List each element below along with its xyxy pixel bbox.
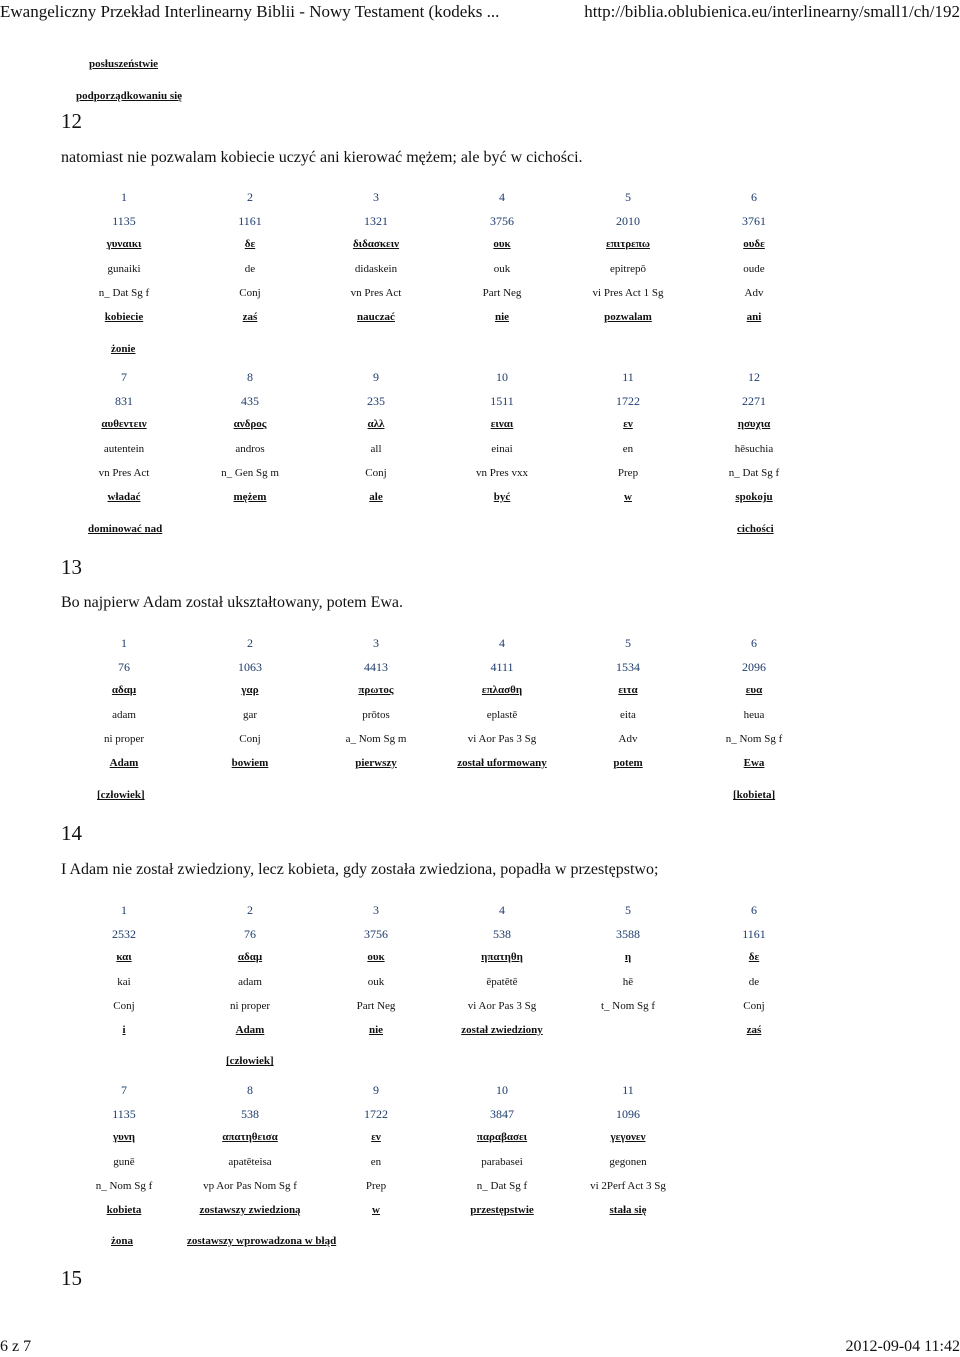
strong-number: 1534 (616, 660, 640, 675)
greek-word[interactable]: εν (623, 418, 633, 431)
word-position: 2 (247, 636, 253, 650)
polish-translation[interactable]: zaś (746, 1024, 762, 1036)
morphology: t_ Nom Sg f (600, 999, 656, 1012)
greek-word[interactable]: εν (371, 1131, 381, 1144)
strong-number: 76 (244, 927, 256, 942)
strong-number: 235 (367, 394, 385, 409)
extra-translation: zostawszy wprowadzona w błąd (187, 1235, 337, 1247)
word-position: 1 (121, 636, 127, 650)
morphology: Conj (365, 466, 387, 479)
transliteration: ouk (367, 975, 385, 988)
transliteration: en (622, 442, 634, 455)
strong-number: 2271 (742, 394, 766, 409)
verse-number: 13 (61, 555, 82, 579)
extra-translation: żona (111, 1235, 133, 1247)
page-title: Ewangeliczny Przekład Interlinearny Biblii - Nowy Testament (kodeks ... (0, 2, 500, 21)
word-position: 4 (499, 903, 505, 917)
word-position: 5 (625, 190, 631, 204)
greek-word[interactable]: επιτρεπω (606, 238, 650, 251)
verse-text: natomiast nie pozwalam kobiecie uczyć ani kierować mężem; ale być w cichości. (61, 149, 583, 166)
morphology: n_ Nom Sg f (725, 732, 783, 745)
greek-word[interactable]: ουδε (743, 238, 765, 251)
greek-word[interactable]: δε (748, 951, 760, 964)
morphology: vn Pres Act (98, 466, 150, 479)
word-position: 10 (496, 370, 508, 384)
greek-word[interactable]: αδαμ (237, 951, 263, 964)
word-position: 6 (751, 636, 757, 650)
transliteration: didaskein (354, 262, 398, 275)
page-indicator: 6 z 7 (0, 1338, 32, 1355)
greek-word[interactable]: ηπατηθη (481, 951, 523, 964)
greek-word[interactable]: ανδρος (233, 418, 267, 431)
polish-translation[interactable]: Adam (235, 1024, 265, 1036)
verse-number: 15 (61, 1266, 82, 1290)
morphology: vi 2Perf Act 3 Sg (590, 1179, 666, 1192)
polish-translation[interactable]: zaś (242, 311, 258, 323)
morphology: n_ Gen Sg m (221, 466, 279, 479)
word-position: 4 (499, 190, 505, 204)
strong-number: 1135 (112, 1107, 136, 1122)
transliteration: eplastē (486, 708, 518, 721)
morphology: n_ Dat Sg f (476, 1179, 528, 1192)
page-url: http://biblia.oblubienica.eu/interlinearny/small1/ch/192 (584, 2, 960, 21)
word-position: 2 (247, 903, 253, 917)
verse-number: 14 (61, 821, 82, 845)
word-position: 8 (247, 370, 253, 384)
polish-translation[interactable]: mężem (233, 491, 267, 503)
strong-number: 2532 (112, 927, 136, 942)
greek-word[interactable]: αδαμ (111, 684, 137, 697)
greek-word[interactable]: ευα (745, 684, 763, 697)
polish-translation[interactable]: kobiecie (104, 311, 144, 323)
greek-word[interactable]: πρωτος (358, 684, 394, 697)
strong-number: 1722 (616, 394, 640, 409)
word-position: 2 (247, 190, 253, 204)
strong-number: 4111 (490, 660, 514, 675)
extra-translation: dominować nad (88, 523, 163, 535)
transliteration: kai (117, 975, 131, 988)
strong-number: 1096 (616, 1107, 640, 1122)
transliteration: epitrepō (609, 262, 647, 275)
word-position: 1 (121, 903, 127, 917)
polish-translation[interactable]: w (372, 1204, 380, 1216)
greek-word[interactable]: απατηθεισα (222, 1131, 278, 1144)
polish-translation[interactable]: i (122, 1024, 126, 1036)
morphology: n_ Dat Sg f (728, 466, 780, 479)
word-position: 9 (373, 1083, 379, 1097)
word-position: 1 (121, 190, 127, 204)
word-position: 12 (748, 370, 760, 384)
strong-number: 3756 (364, 927, 388, 942)
word-position: 6 (751, 903, 757, 917)
greek-word[interactable]: γυναικι (106, 238, 142, 251)
morphology: Prep (617, 466, 639, 479)
transliteration: heua (743, 708, 765, 721)
polish-translation[interactable]: nauczać (357, 311, 395, 323)
extra-translation: podporządkowaniu się (76, 90, 183, 102)
transliteration: prōtos (362, 708, 390, 721)
polish-translation[interactable]: pierwszy (355, 757, 397, 769)
strong-number: 831 (115, 394, 133, 409)
word-position: 5 (625, 903, 631, 917)
morphology: Part Neg (482, 286, 522, 299)
polish-translation[interactable]: władać (107, 491, 141, 503)
greek-word[interactable]: ουκ (367, 951, 385, 964)
transliteration: gegonen (609, 1155, 647, 1168)
transliteration: hēsuchia (734, 442, 774, 455)
word-position: 3 (373, 190, 379, 204)
morphology: vi Pres Act 1 Sg (592, 286, 664, 299)
greek-word[interactable]: ουκ (493, 238, 511, 251)
polish-translation[interactable]: być (493, 491, 511, 503)
word-position: 7 (121, 1083, 127, 1097)
word-position: 11 (622, 1083, 634, 1097)
morphology: ni proper (103, 732, 144, 745)
morphology: ni proper (229, 999, 270, 1012)
greek-word[interactable]: γυνη (112, 1131, 136, 1144)
greek-word[interactable]: και (116, 951, 132, 964)
strong-number: 3756 (490, 214, 514, 229)
strong-number: 3588 (616, 927, 640, 942)
strong-number: 76 (118, 660, 130, 675)
greek-word[interactable]: η (624, 951, 632, 964)
morphology: Adv (744, 286, 764, 299)
strong-number: 1511 (490, 394, 514, 409)
polish-translation[interactable]: został uformowany (457, 757, 547, 769)
greek-word[interactable]: αλλ (367, 418, 385, 431)
word-position: 8 (247, 1083, 253, 1097)
polish-translation[interactable]: pozwalam (604, 311, 652, 323)
polish-translation[interactable]: potem (613, 757, 643, 769)
morphology: vn Pres Act (350, 286, 402, 299)
strong-number: 1135 (112, 214, 136, 229)
morphology: Prep (365, 1179, 387, 1192)
transliteration: en (370, 1155, 382, 1168)
word-position: 9 (373, 370, 379, 384)
extra-translation: cichości (737, 523, 774, 535)
morphology: n_ Nom Sg f (95, 1179, 153, 1192)
transliteration: oude (743, 262, 765, 275)
greek-word[interactable]: παραβασει (476, 1131, 528, 1144)
greek-word[interactable]: γαρ (241, 684, 259, 697)
strong-number: 1722 (364, 1107, 388, 1122)
transliteration: gar (242, 708, 258, 721)
transliteration: autentein (103, 442, 145, 455)
extra-translation: [człowiek] (97, 789, 145, 801)
verse-text: Bo najpierw Adam został ukształtowany, potem Ewa. (61, 594, 403, 611)
word-position: 3 (373, 903, 379, 917)
morphology: vn Pres vxx (476, 466, 528, 479)
polish-translation[interactable]: w (624, 491, 632, 503)
word-position: 10 (496, 1083, 508, 1097)
morphology: Adv (618, 732, 638, 745)
transliteration: gunē (113, 1155, 135, 1168)
word-position: 5 (625, 636, 631, 650)
strong-number: 2096 (742, 660, 766, 675)
polish-translation[interactable]: Ewa (743, 757, 765, 769)
transliteration: ēpatētē (486, 975, 518, 988)
greek-word[interactable]: ησυχια (737, 418, 771, 431)
polish-translation[interactable]: został zwiedziony (461, 1024, 543, 1036)
polish-translation[interactable]: stała się (609, 1204, 647, 1216)
morphology: Conj (113, 999, 135, 1012)
polish-translation[interactable]: spokoju (735, 491, 773, 503)
greek-word[interactable]: αυθεντειν (101, 418, 147, 431)
transliteration: ouk (493, 262, 511, 275)
morphology: a_ Nom Sg m (345, 732, 407, 745)
extra-translation: żonie (111, 343, 136, 355)
verse-number: 12 (61, 109, 82, 133)
print-datetime: 2012-09-04 11:42 (845, 1338, 960, 1355)
polish-translation[interactable]: bowiem (231, 757, 269, 769)
polish-translation[interactable]: kobieta (106, 1204, 142, 1216)
transliteration: de (748, 975, 760, 988)
transliteration: hē (622, 975, 634, 988)
greek-word[interactable]: ειναι (490, 418, 514, 431)
polish-translation[interactable]: Adam (109, 757, 139, 769)
morphology: vp Aor Pas Nom Sg f (203, 1179, 297, 1192)
transliteration: de (244, 262, 256, 275)
transliteration: einai (491, 442, 513, 455)
transliteration: all (370, 442, 382, 455)
polish-translation[interactable]: zostawszy zwiedzioną (199, 1204, 301, 1216)
word-position: 7 (121, 370, 127, 384)
greek-word[interactable]: επλασθη (481, 684, 523, 697)
extra-translation: [człowiek] (226, 1055, 274, 1067)
strong-number: 1161 (238, 214, 262, 229)
word-position: 11 (622, 370, 634, 384)
transliteration: andros (235, 442, 265, 455)
strong-number: 4413 (364, 660, 388, 675)
transliteration: parabasei (481, 1155, 523, 1168)
strong-number: 435 (241, 394, 259, 409)
strong-number: 1161 (742, 927, 766, 942)
polish-translation[interactable]: ani (746, 311, 762, 323)
transliteration: gunaiki (107, 262, 141, 275)
greek-word[interactable]: ειτα (618, 684, 638, 697)
morphology: Conj (239, 732, 261, 745)
verse-text: I Adam nie został zwiedziony, lecz kobieta, gdy została zwiedziona, popadła w przestępstwo; (61, 861, 659, 878)
polish-translation[interactable]: nie (368, 1024, 384, 1036)
polish-translation[interactable]: nie (494, 311, 510, 323)
strong-number: 1321 (364, 214, 388, 229)
morphology: Conj (239, 286, 261, 299)
morphology: Part Neg (356, 999, 396, 1012)
greek-word[interactable]: δε (244, 238, 256, 251)
word-position: 3 (373, 636, 379, 650)
morphology: Conj (743, 999, 765, 1012)
strong-number: 1063 (238, 660, 262, 675)
browser-print-header (0, 2, 960, 26)
transliteration: eita (620, 708, 636, 721)
morphology: vi Aor Pas 3 Sg (467, 732, 537, 745)
greek-word[interactable]: γεγονεν (610, 1131, 646, 1144)
polish-translation[interactable]: przestępstwie (470, 1204, 534, 1216)
morphology: n_ Dat Sg f (98, 286, 150, 299)
transliteration: apatēteisa (228, 1155, 272, 1168)
extra-translation: posłuszeństwie (89, 58, 159, 70)
extra-translation: [kobieta] (733, 789, 776, 801)
greek-word[interactable]: διδασκειν (352, 238, 400, 251)
morphology: vi Aor Pas 3 Sg (467, 999, 537, 1012)
word-position: 6 (751, 190, 757, 204)
polish-translation[interactable]: ale (369, 491, 383, 503)
strong-number: 2010 (616, 214, 640, 229)
strong-number: 3847 (490, 1107, 514, 1122)
strong-number: 3761 (742, 214, 766, 229)
strong-number: 538 (493, 927, 511, 942)
word-position: 4 (499, 636, 505, 650)
transliteration: adam (112, 708, 136, 721)
strong-number: 538 (241, 1107, 259, 1122)
transliteration: adam (238, 975, 262, 988)
